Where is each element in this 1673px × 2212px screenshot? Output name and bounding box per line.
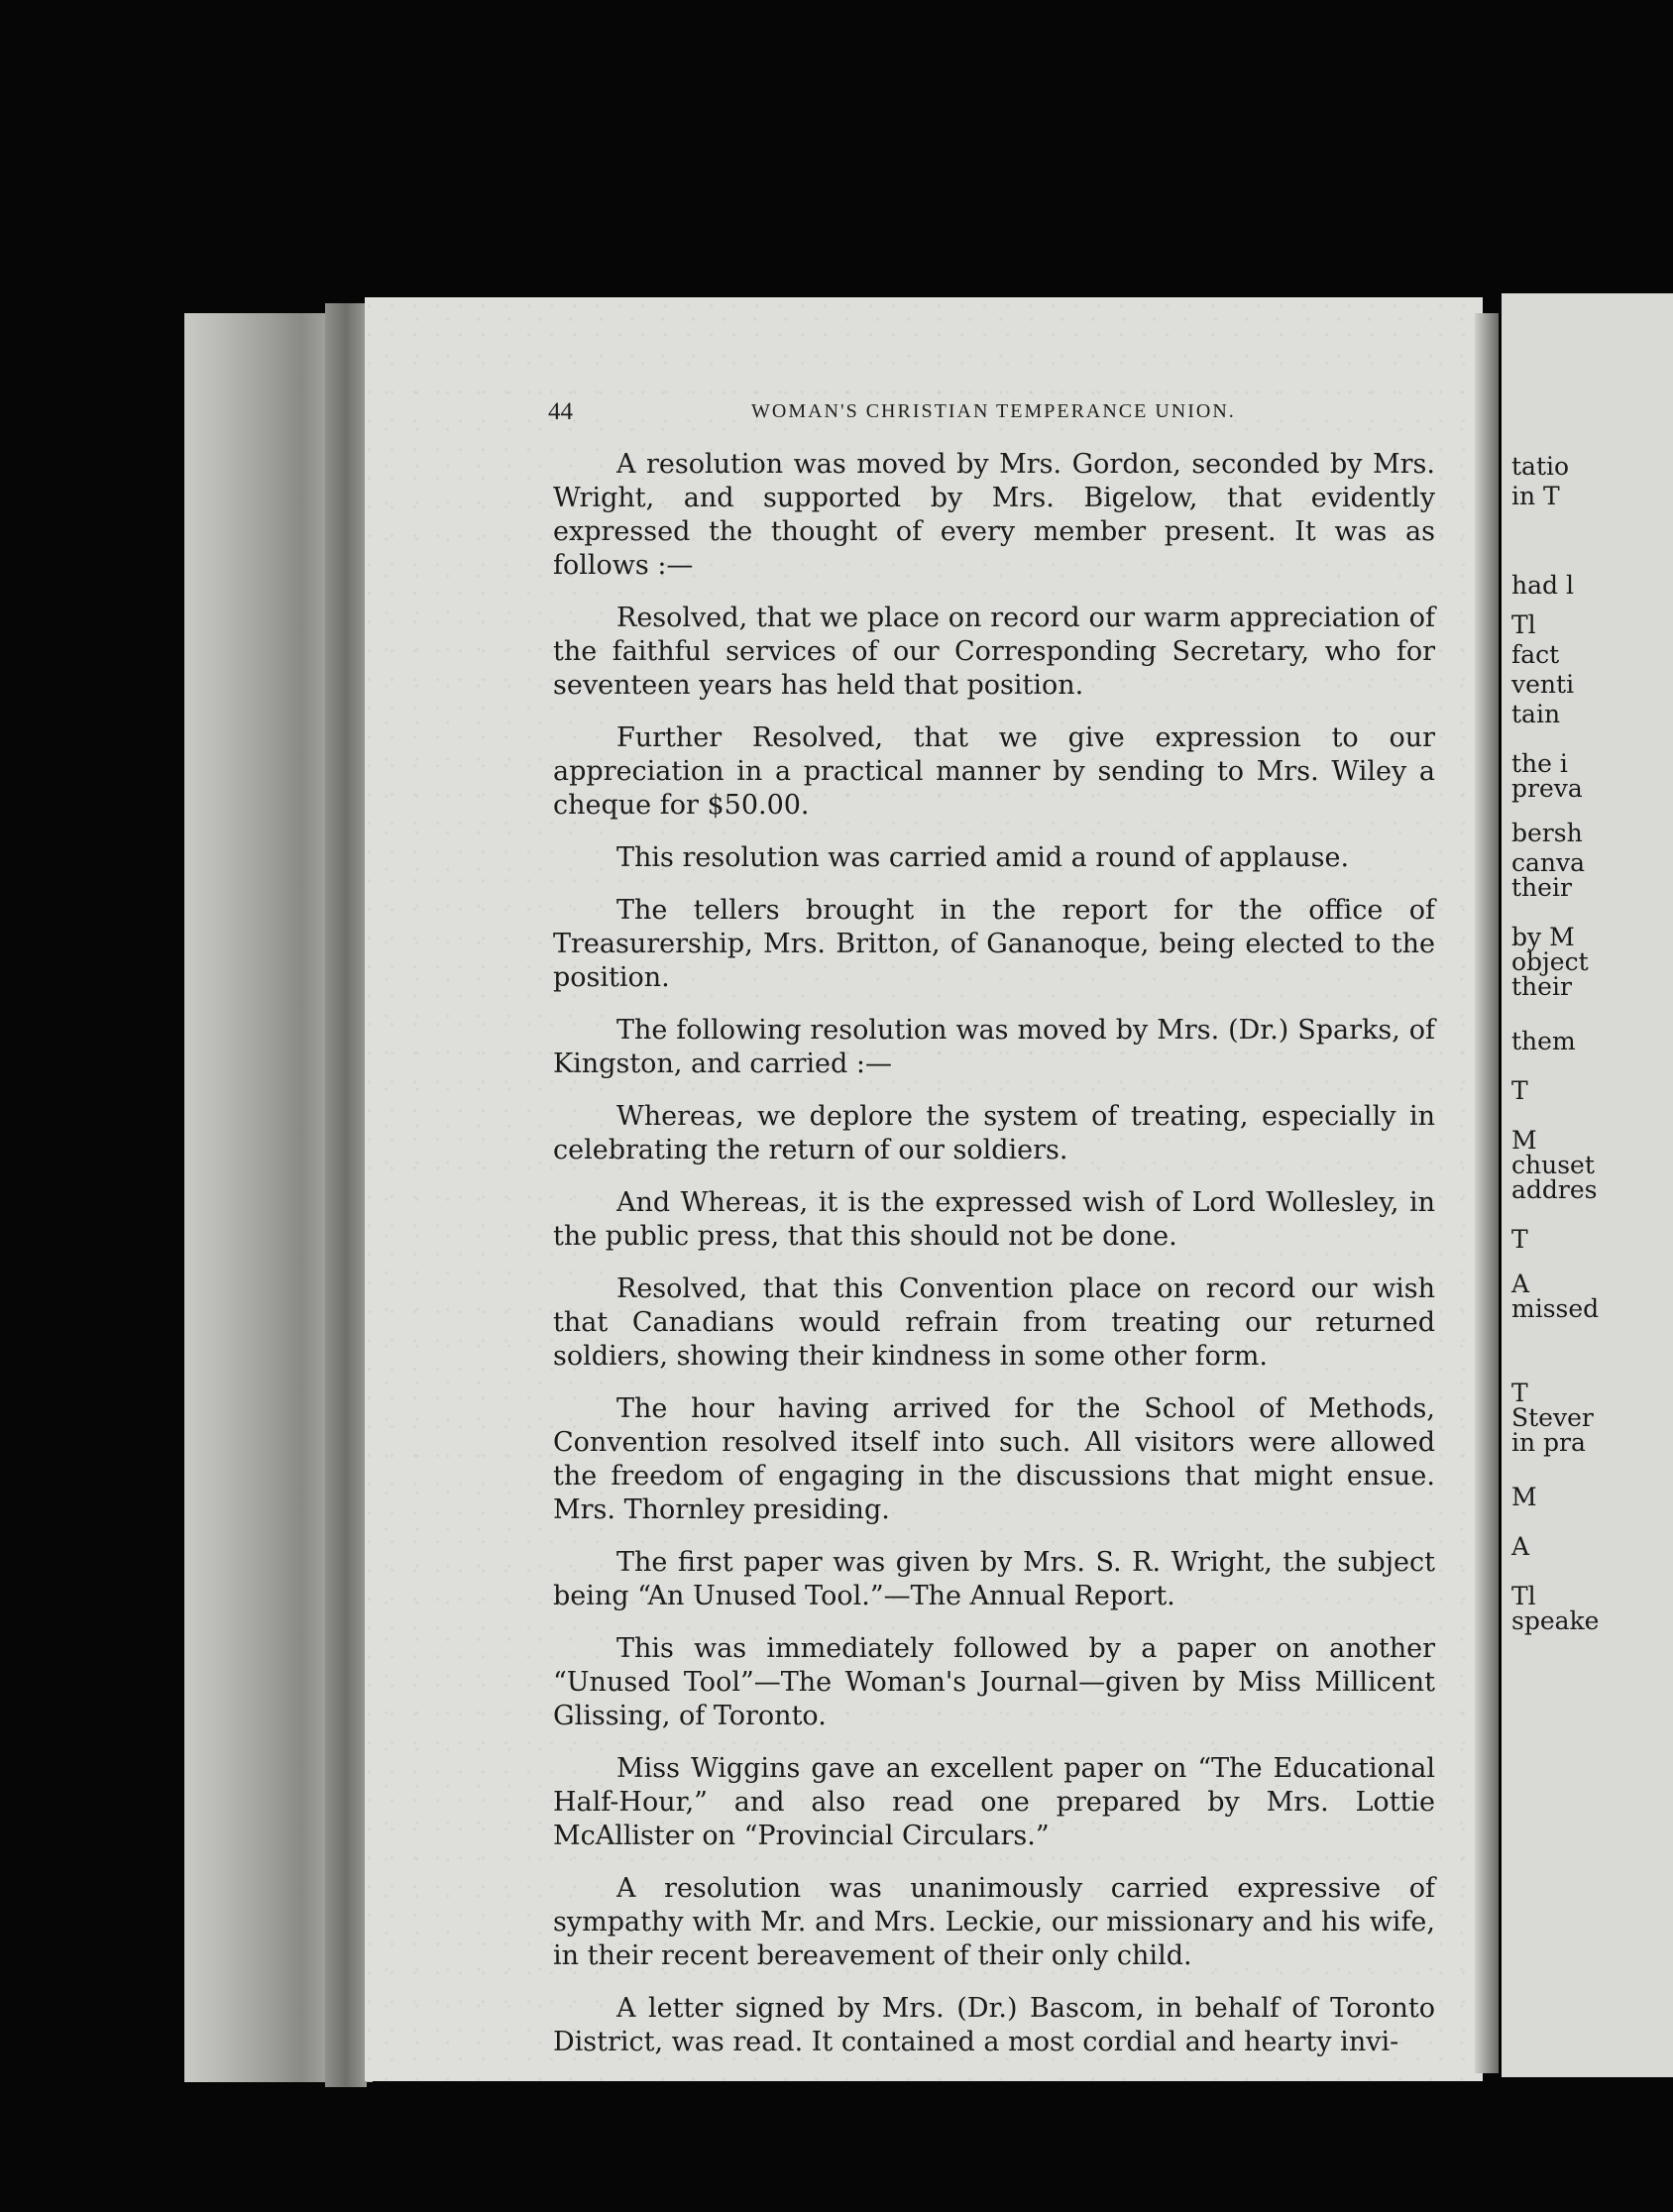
facing-page-fragment: tatio bbox=[1511, 452, 1570, 481]
page-number: 44 bbox=[548, 398, 573, 425]
facing-page-fragment: object bbox=[1511, 947, 1589, 976]
page-body bbox=[553, 448, 1435, 2078]
facing-page-fragment: venti bbox=[1511, 670, 1575, 699]
facing-page-fragment: speake bbox=[1511, 1606, 1600, 1635]
facing-page-fragment: the i bbox=[1511, 749, 1568, 778]
facing-page-fragment: chuset bbox=[1511, 1151, 1595, 1179]
left-page bbox=[365, 297, 1483, 2081]
facing-page-fragment: fact bbox=[1511, 640, 1560, 669]
running-title: WOMAN'S CHRISTIAN TEMPERANCE UNION. bbox=[751, 400, 1236, 422]
facing-page-fragment: Tl bbox=[1511, 610, 1536, 639]
paragraph: The hour having arrived for the School of Methods, Convention resolved itself into such. All visitors were allowed the freedom of engaging in the discussions that might ensue. Mrs. Thornley presiding. bbox=[553, 1393, 1435, 1525]
facing-page-fragment: T bbox=[1511, 1379, 1528, 1407]
facing-page-fragment: T bbox=[1511, 1076, 1528, 1105]
facing-page-fragment: them bbox=[1511, 1027, 1576, 1055]
paragraph: And Whereas, it is the expressed wish of Lord Wollesley, in the public press, that this should not be done. bbox=[553, 1187, 1435, 1252]
page-edge-shadow bbox=[1475, 313, 1499, 2073]
paragraph: Resolved, that this Convention place on record our wish that Canadians would refrain from treating our returned soldiers, showing their kindness in some other form. bbox=[553, 1273, 1435, 1372]
facing-page-fragment: missed bbox=[1511, 1294, 1600, 1323]
facing-page-fragment: their bbox=[1511, 873, 1572, 902]
facing-page-fragment: A bbox=[1511, 1532, 1530, 1561]
paragraph: A resolution was moved by Mrs. Gordon, seconded by Mrs. Wright, and supported by Mrs. Bigelow, that evidently expressed the thought of every member present. It was as follows :— bbox=[553, 449, 1435, 581]
paragraph: A letter signed by Mrs. (Dr.) Bascom, in behalf of Toronto District, was read. It contained a most cordial and hearty invi- bbox=[553, 1993, 1435, 2057]
facing-page-fragment: tain bbox=[1511, 700, 1561, 728]
facing-page-fragment: bersh bbox=[1511, 819, 1583, 847]
facing-page-fragment: Stever bbox=[1511, 1403, 1594, 1432]
facing-page-fragment: preva bbox=[1511, 774, 1583, 803]
running-head bbox=[365, 396, 1483, 436]
facing-page-fragment: Tl bbox=[1511, 1582, 1536, 1610]
gutter-shadow bbox=[325, 303, 367, 2087]
paragraph: The following resolution was moved by Mrs. (Dr.) Sparks, of Kingston, and carried :— bbox=[553, 1015, 1435, 1079]
facing-page-fragment: A bbox=[1511, 1270, 1530, 1298]
facing-page bbox=[1502, 293, 1673, 2077]
facing-page-fragment: canva bbox=[1511, 848, 1586, 877]
paragraph: This was immediately followed by a paper on another “Unused Tool”—The Woman's Journal—given by Miss Millicent Glissing, of Toronto. bbox=[553, 1633, 1435, 1731]
paragraph: Further Resolved, that we give expression to our appreciation in a practical manner by sending to Mrs. Wiley a cheque for $50.00. bbox=[553, 722, 1435, 821]
paragraph: This resolution was carried amid a round of applause. bbox=[616, 842, 1350, 873]
facing-page-fragment: T bbox=[1511, 1225, 1528, 1254]
paragraph: The tellers brought in the report for the office of Treasurership, Mrs. Britton, of Gananoque, being elected to the position. bbox=[553, 895, 1435, 993]
paragraph: Whereas, we deplore the system of treating, especially in celebrating the return of our soldiers. bbox=[553, 1101, 1435, 1165]
paragraph: Resolved, that we place on record our warm appreciation of the faithful services of our Corresponding Secretary, who for seventeen years has held that position. bbox=[553, 603, 1435, 701]
facing-page-fragment: by M bbox=[1511, 923, 1575, 951]
facing-page-fragment: in pra bbox=[1511, 1428, 1586, 1457]
facing-page-fragment: in T bbox=[1511, 482, 1560, 510]
facing-page-fragment: their bbox=[1511, 972, 1572, 1001]
facing-page-fragment: M bbox=[1511, 1483, 1537, 1511]
paragraph: The first paper was given by Mrs. S. R. Wright, the subject being “An Unused Tool.”—The Annual Report. bbox=[553, 1547, 1435, 1611]
facing-page-fragment: M bbox=[1511, 1126, 1537, 1155]
paragraph: Miss Wiggins gave an excellent paper on “The Educational Half-Hour,” and also read one prepared by Mrs. Lottie McAllister on “Provincial Circulars.” bbox=[553, 1753, 1435, 1851]
facing-page-fragment: addres bbox=[1511, 1175, 1598, 1204]
facing-page-fragment: had l bbox=[1511, 571, 1574, 600]
paragraph: A resolution was unanimously carried expressive of sympathy with Mr. and Mrs. Leckie, our missionary and his wife, in their recent bereavement of their only child. bbox=[553, 1873, 1435, 1971]
